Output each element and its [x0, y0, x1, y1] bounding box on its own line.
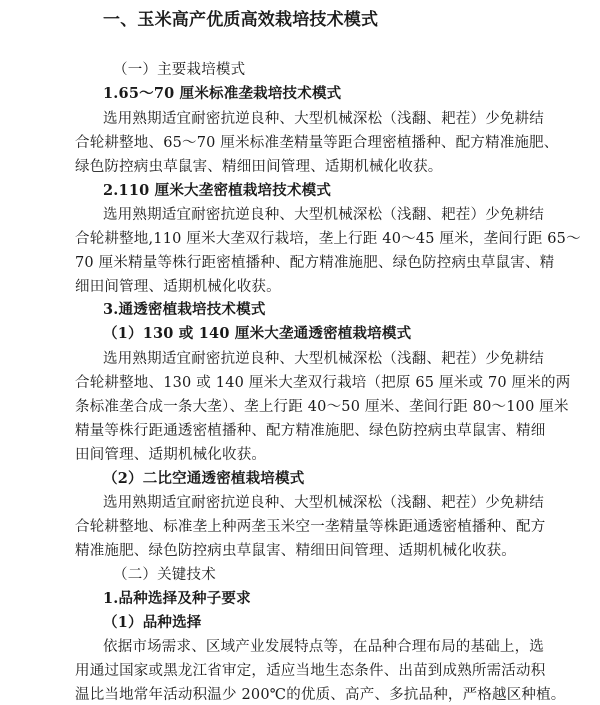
section-heading-main-modes: （一）主要栽培模式 — [113, 62, 246, 78]
paragraph-line: 细田间管理、适期机械化收获。 — [75, 279, 281, 295]
subheading-110cm-ridge: 2.110 厘米大垄密植栽培技术模式 — [103, 182, 332, 199]
paragraph-line: 条标准垄合成一条大垄）、垄上行距 40～50 厘米、垄间行距 80～100 厘米 — [75, 399, 569, 415]
paragraph-line: 合轮耕整地,110 厘米大垄双行栽培，垄上行距 40～45 厘米，垄间行距 65～ — [75, 231, 581, 247]
subheading-ventilated-dense: 3.通透密植栽培技术模式 — [103, 301, 266, 318]
paragraph-line: 温比当地常年活动积温少 200℃的优质、高产、多抗品种，严格越区种植。 — [75, 687, 566, 703]
subheading-variety-seed: 1.品种选择及种子要求 — [103, 590, 251, 607]
subheading-two-ratio-empty: （2）二比空通透密植栽培模式 — [103, 470, 305, 487]
paragraph-line: 绿色防控病虫草鼠害、精细田间管理、适期机械化收获。 — [75, 159, 443, 175]
paragraph-line: 精准施肥、绿色防控病虫草鼠害、精细田间管理、适期机械化收获。 — [75, 543, 516, 559]
subheading-variety-selection: （1）品种选择 — [103, 614, 202, 631]
paragraph-line: 合轮耕整地、65～70 厘米标准垄精量等距合理密植播种、配方精准施肥、 — [75, 135, 559, 151]
paragraph-line: 选用熟期适宜耐密抗逆良种、大型机械深松（浅翻、耙茬）少免耕结 — [103, 351, 544, 367]
paragraph-line: 合轮耕整地、标准垄上种两垄玉米空一垄精量等株距通透密植播种、配方 — [75, 519, 546, 535]
paragraph-line: 选用熟期适宜耐密抗逆良种、大型机械深松（浅翻、耙茬）少免耕结 — [103, 207, 544, 223]
subheading-130-140cm-ridge: （1）130 或 140 厘米大垄通透密植栽培模式 — [103, 325, 412, 342]
paragraph-line: 选用熟期适宜耐密抗逆良种、大型机械深松（浅翻、耙茬）少免耕结 — [103, 495, 544, 511]
paragraph-line: 田间管理、适期机械化收获。 — [75, 447, 267, 463]
paragraph-line: 依据市场需求、区域产业发展特点等，在品种合理布局的基础上，选 — [103, 639, 544, 655]
paragraph-line: 70 厘米精量等株行距密植播种、配方精准施肥、绿色防控病虫草鼠害、精 — [75, 255, 555, 271]
page-title: 一、玉米高产优质高效栽培技术模式 — [103, 10, 379, 30]
paragraph-line: 精量等株行距通透密植播种、配方精准施肥、绿色防控病虫草鼠害、精细 — [75, 423, 546, 439]
paragraph-line: 选用熟期适宜耐密抗逆良种、大型机械深松（浅翻、耙茬）少免耕结 — [103, 111, 544, 127]
section-heading-key-tech: （二）关键技术 — [113, 567, 216, 583]
paragraph-line: 合轮耕整地、130 或 140 厘米大垄双行栽培（把原 65 厘米或 70 厘米的两 — [75, 375, 571, 391]
subheading-65-70cm-ridge: 1.65～70 厘米标准垄栽培技术模式 — [103, 85, 342, 102]
paragraph-line: 用通过国家或黑龙江省审定，适应当地生态条件、出苗到成熟所需活动积 — [75, 663, 546, 679]
